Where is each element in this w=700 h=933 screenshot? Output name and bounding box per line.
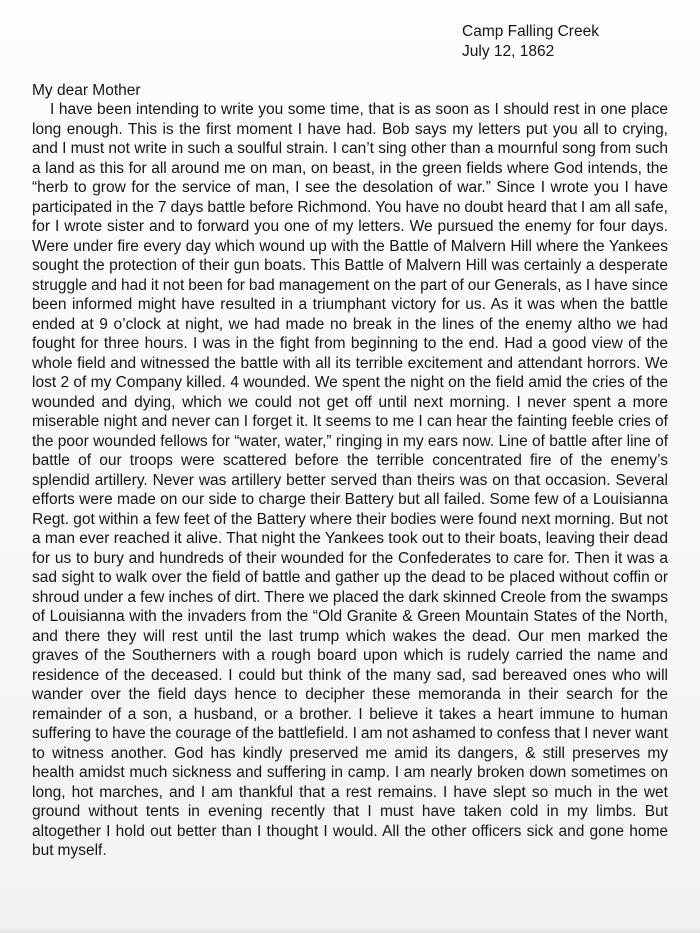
letter-body: I have been intending to write you some time, that is as soon as I should rest in one place long enough. This is the first moment I have had. Bob says my letters put you all to crying, and I must not write in such a soulful strain. I can’t sing other than a mournful song from such a land as this for all around me on man, on beast, in the green fields where God intends, the “herb to grow for the service of man, I see the desolation of war.” Since I wrote you I have participated in the 7 days battle before Richmond. You have no doubt heard that I am all safe, for I wrote sister and to forward you one of my letters. We pursued the enemy for four days. Were under fire every day which wound up with the Battle of Malvern Hill where the Yankees sought the protection of their gun boats. This Battle of Malvern Hill was certainly a desperate struggle and had it not been for bad management on the part of our Generals, as I have since been informed might have resulted in a triumphant victory for us. As it was when the battle ended at 9 o’clock at night, we had made no break in the lines of the enemy altho we had fought for three hours. I was in the fight from beginning to the end. Had a good view of the whole field and witnessed the battle with all its terrible excitement and attendant horrors. We lost 2 of my Company killed. 4 wounded. We spent the night on the field amid the cries of the wounded and dying, which we could not get off until next morning. I never spent a more miserable night and never can I forget it. It seems to me I can hear the fainting feeble cries of the poor wounded fellows for “water, water,” ringing in my ears now. Line of battle after line of battle of our troops were scattered before the terrible concentrated fire of the enemy’s splendid artillery. Never was artillery better served than theirs was on that occasion. Several efforts were made on our side to charge their Battery but all failed. Some few of a Louisianna Regt. got within a few feet of the Battery where their bodies were found next morning. But not a man ever reached it alive. That night the Yankees took out to their boats, leaving their dead for us to bury and hundreds of their wounded for the Confederates to care for. Then it was a sad sight to walk over the field of battle and gather up the dead to be placed without coffin or shroud under a few inches of dirt. There we placed the dark skinned Creole from the swamps of Louisianna with the invaders from the “Old Granite & Green Mountain States of the North, and there they will rest until the last trump which wakes the dead. Our men marked the graves of the Southerners with a rough board upon which is rudely carried the name and residence of the deceased. I could but think of the many sad, sad bereaved ones who will wander over the field days hence to decipher these memoranda in their search for the remainder of a son, a husband, or a brother. I believe it takes a heart immune to human suffering to have the courage of the battlefield. I am not ashamed to confess that I never want to witness another. God has kindly preserved me amid its dangers, & still preserves my health amidst much sickness and suffering in camp. I am nearly broken down sometimes on long, hot marches, and I am thankful that a rest remains. I have slept so much in the wet ground without tents in evening recently that I must have taken cold in my limbs. But altogether I hold out better than I thought I would. All the other officers sick and gone home but myself.	[32, 101, 668, 859]
letter-salutation: My dear Mother	[32, 82, 141, 99]
letter-location: Camp Falling Creek	[462, 23, 599, 40]
letter-header	[462, 22, 599, 62]
letter-date: July 12, 1862	[462, 43, 555, 60]
